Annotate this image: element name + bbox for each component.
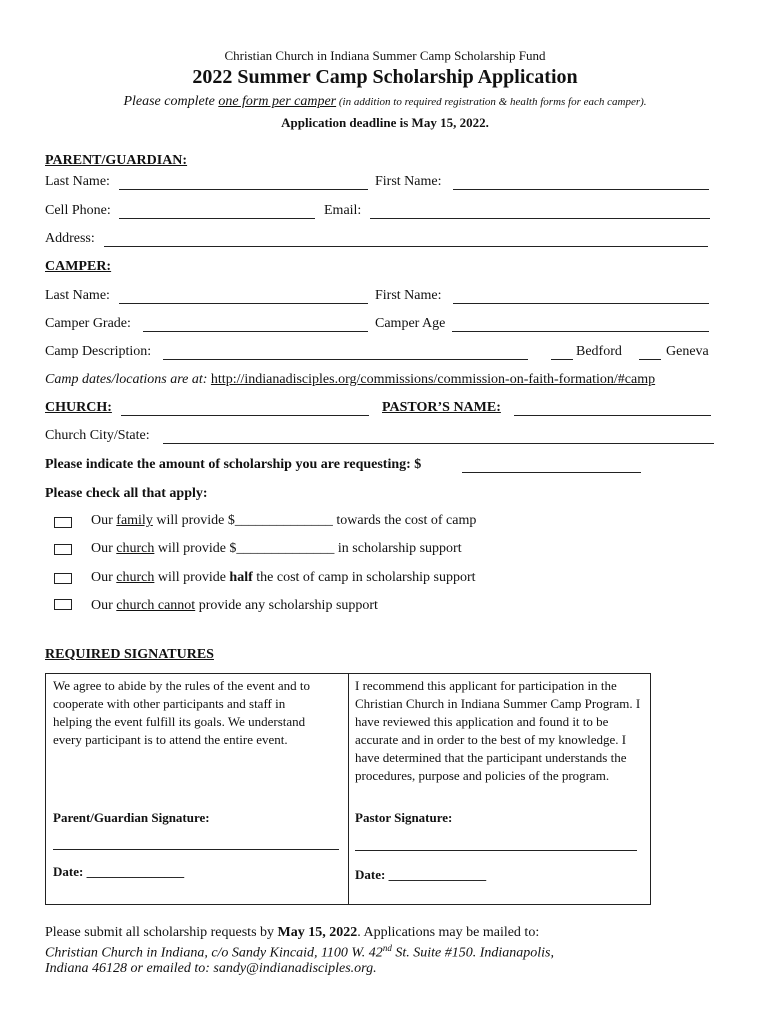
option-family: [91, 513, 476, 529]
option-text: Our: [91, 598, 117, 613]
email-label: Email:: [324, 203, 362, 218]
instructions-underlined: one form per camper: [218, 94, 337, 109]
option-text: will provide $: [154, 541, 237, 556]
parent-last-name-field[interactable]: [119, 189, 368, 190]
church-provide-checkbox[interactable]: [54, 544, 72, 555]
option-text: family: [116, 513, 153, 528]
church-cannot-checkbox[interactable]: [54, 599, 72, 610]
camper-last-name-field[interactable]: [119, 303, 368, 304]
option-text: Our: [91, 541, 117, 556]
signatures-divider: [348, 674, 349, 904]
parent-first-name-field[interactable]: [453, 189, 709, 190]
pastor-signature-field[interactable]: [355, 850, 637, 851]
option-text: provide any scholarship support: [195, 598, 378, 613]
deadline: Application deadline is May 15, 2022.: [281, 115, 489, 130]
parent-agreement-text: We agree to abide by the rules of the event and to cooperate with other participants and staff in helping the event fulfill its goals. We understand every participant is to attend the entire event.: [53, 678, 311, 747]
parent-date-field[interactable]: Date: _______________: [53, 864, 185, 879]
option-text: the cost of camp in scholarship support: [252, 570, 476, 585]
parent-last-name-label: Last Name:: [45, 174, 110, 189]
amount-blank[interactable]: ______________: [236, 541, 335, 556]
footer-deadline: May 15, 2022: [277, 925, 358, 940]
camper-grade-label: Camper Grade:: [45, 316, 131, 331]
address-label: Address:: [45, 231, 95, 246]
pastor-name-heading: PASTOR’S NAME:: [382, 400, 501, 415]
parent-heading: PARENT/GUARDIAN:: [45, 153, 188, 168]
camper-last-name-label: Last Name:: [45, 288, 110, 303]
camp-dates-label: Camp dates/locations are at:: [45, 372, 211, 387]
footer-line-3: Indiana 46128 or emailed to: sandy@indianadisciples.org.: [45, 961, 377, 976]
church-city-field[interactable]: [163, 443, 714, 444]
footer-address: St. Suite #150. Indianapolis,: [391, 945, 554, 961]
church-half-checkbox[interactable]: [54, 573, 72, 584]
amount-blank[interactable]: ______________: [234, 513, 333, 528]
camp-dates-line: [45, 372, 655, 388]
fund-name: Christian Church in Indiana Summer Camp Scholarship Fund: [224, 48, 546, 63]
check-all-label: Please check all that apply:: [45, 486, 208, 501]
option-text: in scholarship support: [334, 541, 462, 556]
cell-phone-field[interactable]: [119, 218, 315, 219]
bedford-blank[interactable]: [551, 359, 573, 360]
camp-description-field[interactable]: [163, 359, 528, 360]
footer-address: Christian Church in Indiana, c/o Sandy Kincaid, 1100 W. 42: [45, 945, 383, 961]
instructions: [0, 94, 770, 110]
parent-signature-field[interactable]: [53, 849, 339, 850]
option-text: will provide: [154, 570, 230, 585]
email-field[interactable]: [370, 218, 710, 219]
church-heading: CHURCH:: [45, 400, 112, 415]
camp-description-label: Camp Description:: [45, 344, 152, 359]
bedford-label: Bedford: [576, 344, 622, 359]
camp-dates-link[interactable]: http://indianadisciples.org/commissions/commission-on-faith-formation/#camp: [210, 372, 656, 387]
footer-superscript: nd: [382, 943, 392, 953]
option-text: Our: [91, 513, 117, 528]
footer-line-2: [45, 943, 554, 962]
family-provide-checkbox[interactable]: [54, 517, 72, 528]
option-text: church: [116, 570, 155, 585]
footer-text: . Applications may be mailed to:: [357, 925, 540, 940]
pastor-recommendation-text: I recommend this applicant for participation in the Christian Church in Indiana Summer Camp Program. I have reviewed this application and found it to be accurate and in order to the best of my knowledge. I have determined that the participant understands the procedures, purpose and policies of the program.: [355, 678, 641, 783]
scholarship-amount-label: Please indicate the amount of scholarship you are requesting: $: [45, 457, 422, 472]
option-text: half: [229, 570, 253, 585]
parent-first-name-label: First Name:: [375, 174, 442, 189]
footer-line-1: [45, 925, 539, 941]
option-church-half: [91, 570, 476, 586]
option-text: Our: [91, 570, 117, 585]
option-church: [91, 541, 462, 557]
camper-grade-field[interactable]: [143, 331, 368, 332]
instructions-pre: Please complete: [123, 94, 219, 109]
scholarship-amount-field[interactable]: [462, 472, 641, 473]
option-text: towards the cost of camp: [332, 513, 477, 528]
camper-first-name-field[interactable]: [453, 303, 709, 304]
option-church-cannot: [91, 598, 378, 614]
pastor-signature-label: Pastor Signature:: [355, 810, 453, 825]
camper-age-label: Camper Age: [375, 316, 446, 331]
option-text: church: [116, 541, 155, 556]
address-field[interactable]: [104, 246, 708, 247]
signatures-table: [45, 673, 651, 905]
instructions-post: (in addition to required registration & health forms for each camper).: [336, 96, 647, 108]
parent-signature-label: Parent/Guardian Signature:: [53, 810, 210, 825]
camper-first-name-label: First Name:: [375, 288, 442, 303]
pastor-date-field[interactable]: Date: _______________: [355, 867, 487, 882]
geneva-blank[interactable]: [639, 359, 661, 360]
form-title: 2022 Summer Camp Scholarship Application: [192, 66, 578, 88]
footer-text: Please submit all scholarship requests by: [45, 925, 278, 940]
church-city-label: Church City/State:: [45, 428, 150, 443]
camper-heading: CAMPER:: [45, 259, 112, 274]
church-name-field[interactable]: [121, 415, 369, 416]
pastor-name-field[interactable]: [514, 415, 711, 416]
option-text: will provide $: [152, 513, 235, 528]
camper-age-field[interactable]: [452, 331, 709, 332]
signatures-heading: REQUIRED SIGNATURES: [45, 647, 214, 662]
geneva-label: Geneva: [666, 344, 709, 359]
option-text: church cannot: [116, 598, 196, 613]
cell-phone-label: Cell Phone:: [45, 203, 111, 218]
